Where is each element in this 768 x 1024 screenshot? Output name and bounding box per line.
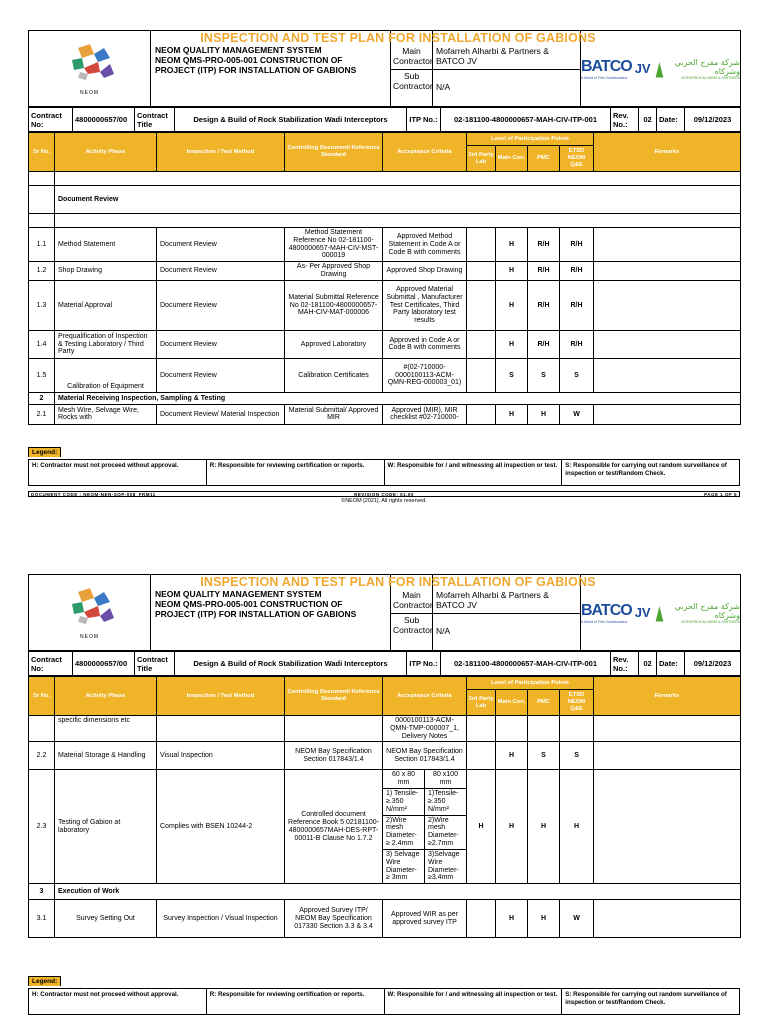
legend-h: H: Contractor must not proceed without approval. [29,459,207,485]
copyright: ©NEOM [2021]. All rights reserved. [341,497,427,504]
itp-page-2 [28,574,740,1015]
header-table: NEOM NEOM QUALITY MANAGEMENT SYSTEM NEOM QMS-PRO-005-001 CONSTRUCTION OF PROJECT (ITP) FOR INSTALLATION OF GABIONS Main Contractor Mofarreh Alharbi & Partners & BATCO JV BATCO A World of Fine Constructions JV شركة مفرح الحربي وشركاه MOFARREH ALHARBI & PARTNERS Sub Contractor N/A [28,574,741,651]
system-title: NEOM QUALITY MANAGEMENT SYSTEM NEOM QMS-PRO-005-001 CONSTRUCTION OF PROJECT (ITP) FOR INSTALLATION OF GABIONS [151,575,391,651]
legend-s: S: Responsible for carrying out random surveillance of inspection or test/Random Check. [562,459,740,485]
table-row: 1.4 Prequalification of Inspection & Testing Laboratory / Third Party Document Review Approved Laboratory Approved in Code A or Code B with comments H R/H R/H [29,330,741,358]
mofarreh-leaf-icon [654,602,665,624]
neom-logo [29,31,151,107]
contract-info: Contract No: 4800000657/00 Contract Title Design & Build of Rock Stabilization Wadi Interceptors ITP No.: 02-181100-4800000657-MAH-CIV-ITP-001 Rev. No.: 02 Date: 09/12/2023 [28,107,741,132]
neom-logo-icon [60,42,120,88]
itp-table-page2: Sr No. Activity Phase Inspection / Test Method Controlling Document/ Reference Standard Acceptance Criteria Level of Participation Points Remarks 3rd Party Lab Main Con. PMC ETSD NEOM Q&E specific dimensions etc 0000100113-ACM-QMN-TMP-000007_1, Delivery Notes 2.2 Material Storage & Handling Visual Inspection NEOM Bay Specification Section 017843/1.4 NEOM Bay Specification Section 017843/1.4 H S S 2.3 Testing of Gabion at laboratory Complies with BSEN 10244-2 Controlled document Reference Book 5 02181100-4800000657MAH-DES-RPT-00011-B Clause No 1.7.2 60 x 80 mm 80 x100 mm H H H H 1) Tensile- ≥.350 N/mm² 1)Tensile- ≥.350 N/mm² 2)Wire mesh Diameter- ≥ 2.4mm 2)Wire mesh Diameter- ≥2.7mm 3) Selvage Wire Diameter- ≥ 3mm 3)Selvage Wire Diameter- ≥3.4mm 3 Execution of Work 3.1 Survey Setting Out Survey Inspection / Visual Inspection Approved Survey ITP/ NEOM Bay Specification 017330 Section 3.3 & 3.4 Approved WIR as per approved survey ITP H H W [28,676,741,938]
table-row: 1.1 Method Statement Document Review Method Statement Reference No 02-181100-4800000657-MAH-CIV-MST-000019 Approved Method Statement in Code A or Code B with comments H R/H R/H [29,228,741,262]
table-row: 2.2 Material Storage & Handling Visual Inspection NEOM Bay Specification Section 017843/1.4 NEOM Bay Specification Section 017843/1.4 H S S [29,742,741,770]
batco-logo: BATCO A World of Fine Constructions JV شركة مفرح الحربي وشركاه MOFARREH ALHARBI & PARTNERS [581,575,741,651]
section-execution-of-work: Execution of Work [55,884,741,900]
footer-bar: DOCUMENT CODE : NEOM-NEN-SOP-008_FRM11 REVISION CODE: 01.00 PAGE 1 OF 5 [28,491,740,497]
batco-logo: BATCO A World of Fine Constructions JV شركة مفرح الحربي وشركاه MOFARREH ALHARBI & PARTNERS [581,31,741,107]
legend-w: W: Responsible for / and witnessing all inspection or test. [384,459,562,485]
mofarreh-leaf-icon [654,58,665,80]
neom-logo-text: NEOM [80,89,99,96]
table-row: 1.2 Shop Drawing Document Review As- Per Approved Shop Drawing Approved Shop Drawing H R/H R/H [29,262,741,281]
itp-table-page1: Sr No. Activity Phase Inspection / Test Method Controlling Document/ Reference Standard Acceptance Criteria Level of Participation Points Remarks 3rd Party Lab Main Con. PMC ETSD NEOM Q&E Document Review 1.1 Method Statement Document Review Method Statement Reference No 02-181100-4800000657-MAH-CIV-MST-000019 Approved Method Statement in Code A or Code B with comments H R/H R/H 1.2 Shop Drawing Document Review As- Per Approved Shop Drawing Approved Shop Drawing H R/H R/H 1.3 Material Approval Document Review Material Submittal Reference No 02-181100-4800000657-MAH-CIV-MAT-000006 Approved Material Submittal , Manufacturer Test Certificates, Third Party laboratory test results H R/H R/H 1.4 Prequalification of Inspection & Testing Laboratory / Third Party Document Review Approved Laboratory Approved in Code A or Code B with comments H R/H R/H 1.5 Calibration of Equipment Document Review Calibration Certificates #(02-710000-0000100113-ACM-QMN-REG-000003_01) S S S 2 Material Receiving Inspection, Sampling & Testing 2.1 Mesh Wire, Selvage Wire, Rocks with Document Review/ Material Inspection Material Submittal/ Approved MIR Approved (MIR), MIR checklist #02-710000- H H W [28,132,741,425]
legend-r: R: Responsible for reviewing certification or reports. [206,459,384,485]
itp-page-1 [28,30,740,504]
main-contractor-value: Mofarreh Alharbi & Partners & BATCO JV [433,31,581,70]
legend: Legend: H: Contractor must not proceed without approval. R: Responsible for reviewing certification or reports. W: Responsible for / and witnessing all inspection or test. S: Responsible for carrying out random surveillance of inspection or test/Random Check. [28,970,740,1015]
contract-info: Contract No: 4800000657/00 Contract Title Design & Build of Rock Stabilization Wadi Interceptors ITP No.: 02-181100-4800000657-MAH-CIV-ITP-001 Rev. No.: 02 Date: 09/12/2023 [28,651,741,676]
table-row: specific dimensions etc 0000100113-ACM-QMN-TMP-000007_1, Delivery Notes [29,716,741,742]
table-row: 2.1 Mesh Wire, Selvage Wire, Rocks with Document Review/ Material Inspection Material Submittal/ Approved MIR Approved (MIR), MIR checklist #02-710000- H H W [29,404,741,424]
main-contractor-label: Main Contractor [391,31,433,70]
table-row: 3.1 Survey Setting Out Survey Inspection / Visual Inspection Approved Survey ITP/ NEOM Bay Specification 017330 Section 3.3 & 3.4 Approved WIR as per approved survey ITP H H W [29,900,741,938]
table-row: 2.3 Testing of Gabion at laboratory Complies with BSEN 10244-2 Controlled document Reference Book 5 02181100-4800000657MAH-DES-RPT-00011-B Clause No 1.7.2 60 x 80 mm 80 x100 mm H H H H [29,770,741,789]
section-document-review: Document Review [55,186,741,214]
neom-logo-icon [60,586,120,632]
doc-title: INSPECTION AND TEST PLAN FOR INSTALLATION OF GABIONS [200,31,596,45]
doc-title: INSPECTION AND TEST PLAN FOR INSTALLATION OF GABIONS [200,575,596,589]
table-row: 1.3 Material Approval Document Review Material Submittal Reference No 02-181100-4800000657-MAH-CIV-MAT-000006 Approved Material Submittal , Manufacturer Test Certificates, Third Party laboratory test results H R/H R/H [29,280,741,330]
table-row: 1.5 Calibration of Equipment Document Review Calibration Certificates #(02-710000-0000100113-ACM-QMN-REG-000003_01) S S S [29,358,741,392]
sub-contractor-value: N/A [433,70,581,107]
neom-logo: NEOM [29,575,151,651]
section-material-receiving: Material Receiving Inspection, Sampling & Testing [55,392,741,404]
system-title: NEOM QUALITY MANAGEMENT SYSTEM NEOM QMS-PRO-005-001 CONSTRUCTION OF PROJECT (ITP) FOR INSTALLATION OF GABIONS [151,31,391,107]
legend: Legend: H: Contractor must not proceed without approval. R: Responsible for reviewing certification or reports. W: Responsible for / and witnessing all inspection or test. S: Responsible for carrying out random surveillance of inspection or test/Random Check. [28,441,740,486]
sub-contractor-label: Sub Contractor [391,70,433,107]
